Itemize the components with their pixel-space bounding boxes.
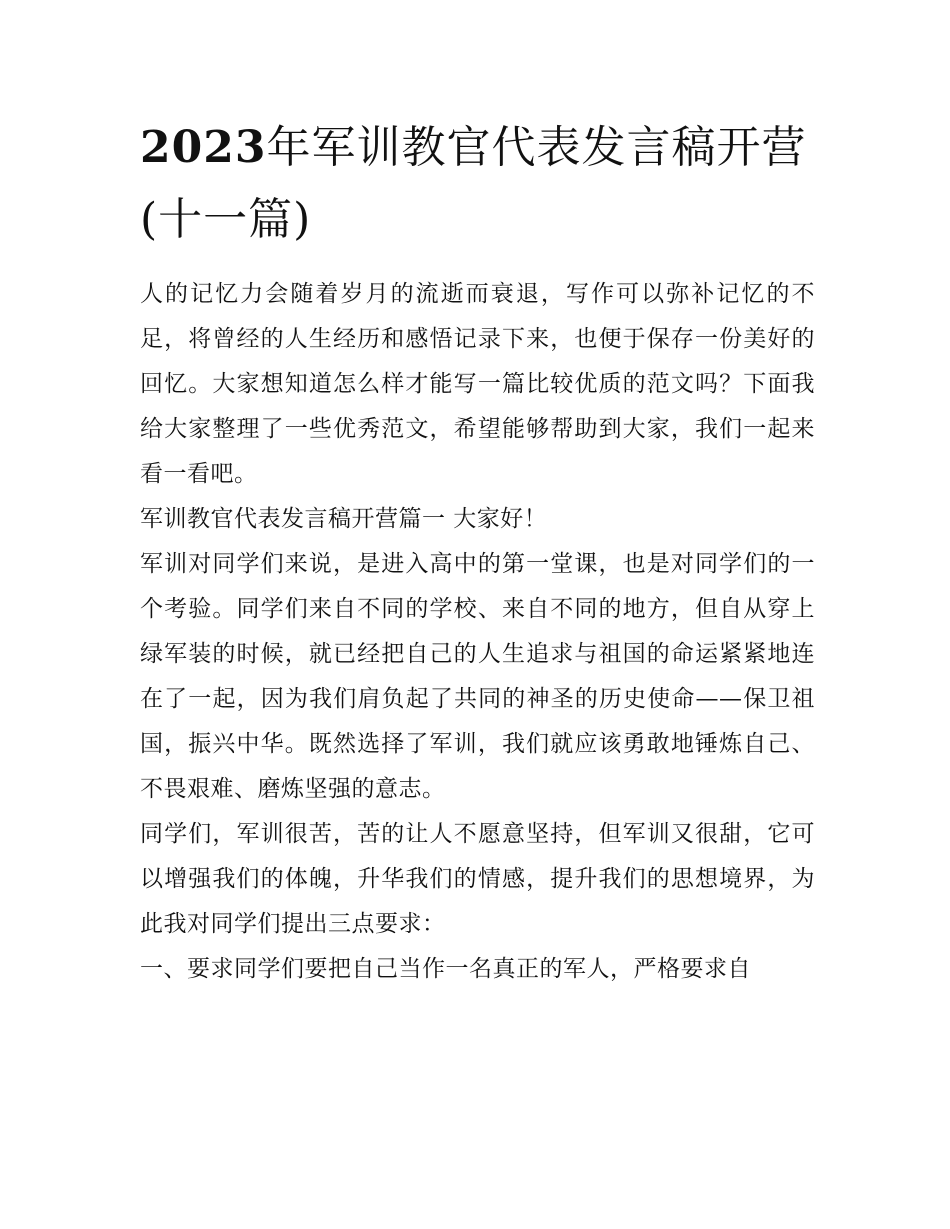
document-body bbox=[140, 112, 815, 992]
document-title bbox=[140, 112, 815, 256]
title-year: 2023 bbox=[140, 122, 267, 173]
paragraph-body-1: 军训对同学们来说，是进入高中的第一堂课，也是对同学们的一个考验。同学们来自不同的学校、来自不同的地方，但自从穿上绿军装的时候，就已经把自己的人生追求与祖国的命运紧紧地连在了一起，因为我们肩负起了共同的神圣的历史使命——保卫祖国，振兴中华。既然选择了军训，我们就应该勇敢地锤炼自己、不畏艰难、磨炼坚强的意志。 bbox=[140, 551, 815, 802]
paragraph-intro: 人的记忆力会随着岁月的流逝而衰退，写作可以弥补记忆的不足，将曾经的人生经历和感悟记录下来，也便于保存一份美好的回忆。大家想知道怎么样才能写一篇比较优质的范文吗？下面我给大家整理了一些优秀范文，希望能够帮助到大家，我们一起来看一看吧。 bbox=[140, 281, 815, 487]
paragraph-body-2: 同学们，军训很苦，苦的让人不愿意坚持，但军训又很甜，它可以增强我们的体魄，升华我们的情感，提升我们的思想境界，为此我对同学们提出三点要求： bbox=[140, 821, 815, 937]
paragraph-body-3: 一、要求同学们要把自己当作一名真正的军人，严格要求自 bbox=[140, 956, 751, 982]
document-title-block bbox=[140, 112, 815, 256]
title-text: 年军训教官代表发言稿开营(十一篇) bbox=[140, 122, 807, 245]
paragraph-section-heading: 军训教官代表发言稿开营篇一 大家好！ bbox=[140, 506, 548, 532]
